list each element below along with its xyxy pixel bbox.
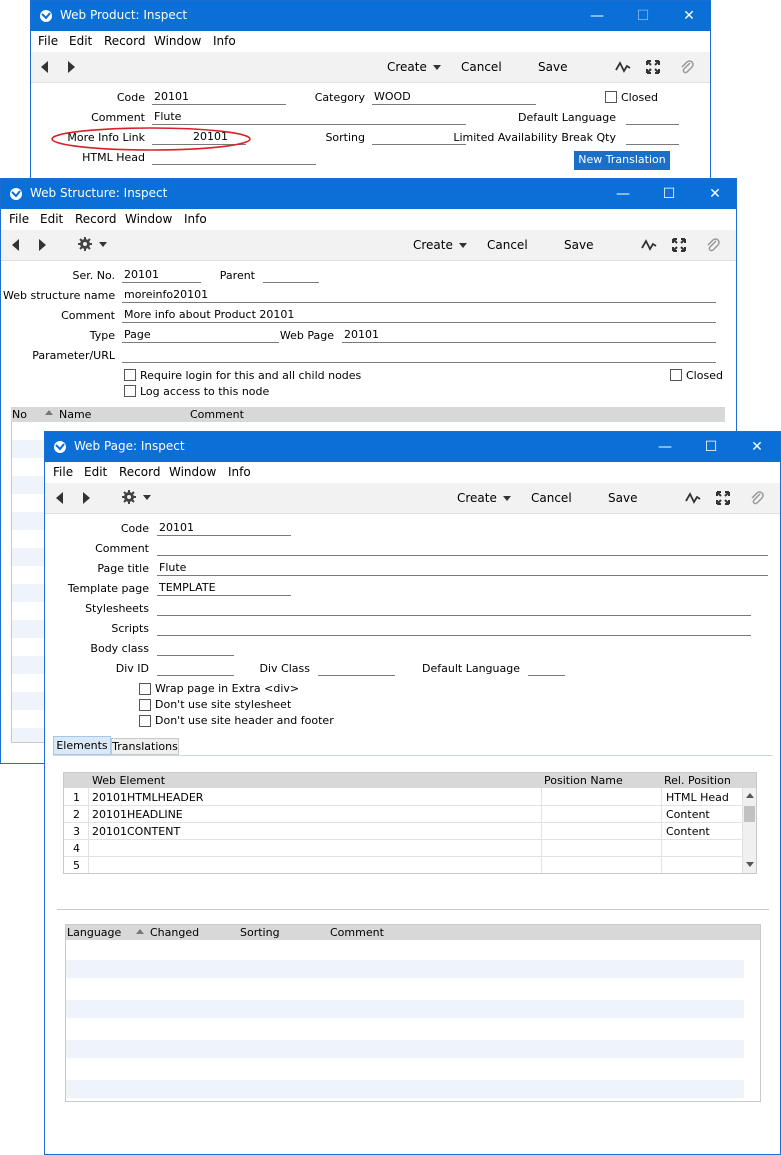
menu-window[interactable]: Window <box>169 465 217 479</box>
empty-row[interactable] <box>66 1000 744 1018</box>
category-label: Category <box>314 91 365 104</box>
menu-edit[interactable]: Edit <box>40 212 64 226</box>
language-grid <box>65 924 761 1102</box>
tab-elements[interactable]: Elements <box>53 736 111 755</box>
no-header-footer-label: Don't use site header and footer <box>155 714 334 727</box>
div-id-field[interactable] <box>157 661 234 676</box>
require-login-label: Require login for this and all child nodes <box>140 369 362 382</box>
chevron-down-icon <box>503 496 511 501</box>
attachment-icon[interactable] <box>749 490 765 506</box>
structure-grid-header <box>11 407 725 422</box>
default-language-field[interactable] <box>626 110 679 125</box>
tab-divider <box>53 755 773 756</box>
menubar <box>1 209 736 230</box>
previous-record-icon[interactable] <box>12 239 19 251</box>
create-button[interactable] <box>413 238 467 252</box>
body-class-field[interactable] <box>157 641 234 656</box>
col-rel-position[interactable]: Rel. Position <box>664 774 731 787</box>
web-page-field[interactable]: 20101 <box>342 328 716 343</box>
operations-menu-button[interactable] <box>77 236 107 252</box>
template-page-field[interactable]: TEMPLATE <box>157 581 291 596</box>
closed-label: Closed <box>686 369 723 382</box>
table-row[interactable] <box>64 806 742 823</box>
row-number: 4 <box>73 842 80 855</box>
menu-window[interactable]: Window <box>125 212 173 226</box>
parameter-url-label: Parameter/URL <box>32 349 115 362</box>
activity-icon[interactable] <box>641 237 657 253</box>
minimize-icon[interactable]: — <box>658 439 672 455</box>
div-class-field[interactable] <box>318 661 395 676</box>
create-label: Create <box>387 60 427 74</box>
comment-label: Comment <box>61 309 115 322</box>
maximize-icon[interactable]: ☐ <box>704 439 718 455</box>
operations-menu-button[interactable] <box>121 489 151 505</box>
comment-label: Comment <box>95 542 149 555</box>
web-element-cell[interactable]: 20101CONTENT <box>92 825 181 838</box>
create-button[interactable] <box>387 60 441 74</box>
elements-grid <box>63 772 757 874</box>
html-head-label: HTML Head <box>82 151 145 164</box>
body-class-label: Body class <box>90 642 149 655</box>
app-icon <box>53 440 67 454</box>
table-row[interactable] <box>64 840 742 857</box>
col-language[interactable]: Language <box>67 926 122 939</box>
default-language-field[interactable] <box>528 661 565 676</box>
wrap-div-checkbox[interactable] <box>139 683 151 695</box>
scroll-down-icon[interactable] <box>746 862 754 867</box>
closed-checkbox[interactable] <box>670 369 682 381</box>
highlight-ellipse <box>49 125 253 153</box>
type-label: Type <box>89 329 115 342</box>
window-title: Web Page: Inspect <box>74 439 185 453</box>
col-sorting[interactable]: Sorting <box>240 926 280 939</box>
elements-grid-header <box>64 773 756 788</box>
empty-row[interactable] <box>66 1080 744 1098</box>
section-divider <box>57 909 769 910</box>
save-button[interactable]: Save <box>564 238 594 252</box>
col-name[interactable]: Name <box>59 408 92 421</box>
limited-availability-label: Limited Availability Break Qty <box>453 131 616 144</box>
empty-row[interactable] <box>66 960 744 978</box>
scripts-label: Scripts <box>111 622 149 635</box>
close-icon[interactable]: ✕ <box>683 8 695 24</box>
comment-field[interactable]: More info about Product 20101 <box>122 308 716 323</box>
table-row[interactable] <box>64 789 742 806</box>
window-title: Web Product: Inspect <box>60 8 188 22</box>
cancel-button[interactable]: Cancel <box>487 238 528 252</box>
menu-record[interactable]: Record <box>104 34 146 48</box>
default-language-label: Default Language <box>422 662 520 675</box>
maximize-icon[interactable]: ☐ <box>636 8 650 24</box>
web-element-cell[interactable]: 20101HTMLHEADER <box>92 791 204 804</box>
chevron-down-icon <box>433 65 441 70</box>
col-comment[interactable]: Comment <box>330 926 384 939</box>
menu-edit[interactable]: Edit <box>69 34 93 48</box>
page-title-field[interactable]: Flute <box>157 561 768 576</box>
toolbar <box>45 483 780 514</box>
previous-record-icon[interactable] <box>56 492 63 504</box>
web-page-titlebar[interactable] <box>45 432 780 462</box>
menu-file[interactable]: File <box>38 34 59 48</box>
close-icon[interactable]: ✕ <box>751 439 763 455</box>
new-translation-button[interactable]: New Translation <box>574 151 670 170</box>
menu-file[interactable]: File <box>53 465 74 479</box>
closed-checkbox[interactable] <box>605 91 617 103</box>
code-label: Code <box>116 91 145 104</box>
menu-info[interactable]: Info <box>184 212 207 226</box>
rel-position-cell[interactable]: Content <box>666 808 710 821</box>
window-title: Web Structure: Inspect <box>30 186 168 200</box>
menubar <box>45 462 780 483</box>
menubar <box>31 31 710 52</box>
rel-position-cell[interactable]: HTML Head <box>666 791 729 804</box>
closed-label: Closed <box>621 91 658 104</box>
type-field[interactable]: Page <box>122 328 279 343</box>
next-record-icon[interactable] <box>39 239 46 251</box>
more-info-link-field[interactable]: 20101 <box>152 130 246 145</box>
menu-record[interactable]: Record <box>75 212 117 226</box>
no-header-footer-checkbox[interactable] <box>139 715 151 727</box>
sort-ascending-icon <box>136 929 144 934</box>
tab-translations[interactable]: Translations <box>112 740 178 753</box>
gear-icon <box>77 236 93 252</box>
row-number: 2 <box>73 808 80 821</box>
web-product-window <box>30 0 711 190</box>
table-row[interactable] <box>64 823 742 840</box>
activity-icon[interactable] <box>685 490 701 506</box>
log-access-checkbox[interactable] <box>124 385 136 397</box>
close-icon[interactable]: ✕ <box>709 186 721 202</box>
more-info-link-label: More Info Link <box>67 131 145 144</box>
rel-position-cell[interactable]: Content <box>666 825 710 838</box>
empty-row[interactable] <box>66 1040 744 1058</box>
wrap-div-label: Wrap page in Extra <div> <box>155 682 300 695</box>
grid-scrollbar[interactable] <box>742 788 756 873</box>
col-web-element[interactable]: Web Element <box>92 774 166 787</box>
scroll-up-icon[interactable] <box>746 793 754 798</box>
default-language-label: Default Language <box>518 111 616 124</box>
menu-info[interactable]: Info <box>228 465 251 479</box>
stylesheets-label: Stylesheets <box>85 602 149 615</box>
create-button[interactable] <box>457 491 511 505</box>
no-stylesheet-checkbox[interactable] <box>139 699 151 711</box>
serno-label: Ser. No. <box>72 269 115 282</box>
attachment-icon[interactable] <box>679 59 695 75</box>
html-head-field[interactable] <box>152 150 316 165</box>
create-label: Create <box>457 491 497 505</box>
comment-field[interactable]: Flute <box>152 110 466 125</box>
web-element-cell[interactable]: 20101HEADLINE <box>92 808 183 821</box>
minimize-icon[interactable]: — <box>590 8 604 24</box>
row-number: 5 <box>73 859 80 872</box>
expand-icon[interactable] <box>715 490 731 506</box>
col-position-name[interactable]: Position Name <box>544 774 623 787</box>
log-access-label: Log access to this node <box>140 385 270 398</box>
div-class-label: Div Class <box>259 662 310 675</box>
comment-field[interactable] <box>157 541 768 556</box>
cancel-button[interactable]: Cancel <box>531 491 572 505</box>
gear-icon <box>121 489 137 505</box>
row-number: 3 <box>73 825 80 838</box>
app-icon <box>9 187 23 201</box>
chevron-down-icon <box>459 243 467 248</box>
code-field[interactable]: 20101 <box>157 521 291 536</box>
web-structure-name-label: Web structure name <box>3 289 116 302</box>
save-button[interactable]: Save <box>608 491 638 505</box>
stylesheets-field[interactable] <box>157 601 751 616</box>
sorting-label: Sorting <box>325 131 365 144</box>
no-stylesheet-label: Don't use site stylesheet <box>155 698 292 711</box>
scroll-thumb[interactable] <box>744 806 755 822</box>
create-label: Create <box>413 238 453 252</box>
chevron-down-icon <box>143 495 151 500</box>
chevron-down-icon <box>99 242 107 247</box>
web-product-titlebar[interactable] <box>31 1 710 31</box>
cancel-button[interactable]: Cancel <box>461 60 502 74</box>
template-page-label: Template page <box>67 582 149 595</box>
minimize-icon[interactable]: — <box>616 186 630 202</box>
sort-ascending-icon <box>45 410 53 415</box>
parent-label: Parent <box>219 269 255 282</box>
expand-icon[interactable] <box>671 237 687 253</box>
web-structure-name-field[interactable]: moreinfo20101 <box>122 288 716 303</box>
table-row[interactable] <box>64 857 742 874</box>
div-id-label: Div ID <box>115 662 149 675</box>
category-field[interactable]: WOOD <box>372 90 536 105</box>
menu-window[interactable]: Window <box>154 34 202 48</box>
row-number: 1 <box>73 791 80 804</box>
code-field[interactable]: 20101 <box>152 90 286 105</box>
save-button[interactable]: Save <box>538 60 568 74</box>
menu-info[interactable]: Info <box>213 34 236 48</box>
parent-field[interactable] <box>263 268 319 283</box>
page-title-label: Page title <box>97 562 149 575</box>
col-comment[interactable]: Comment <box>190 408 244 421</box>
code-label: Code <box>120 522 149 535</box>
menu-record[interactable]: Record <box>119 465 161 479</box>
structure-grid-body[interactable] <box>11 422 45 743</box>
previous-record-icon[interactable] <box>41 61 48 73</box>
web-structure-titlebar[interactable] <box>1 179 736 209</box>
activity-icon[interactable] <box>615 59 631 75</box>
maximize-icon[interactable]: ☐ <box>662 186 676 202</box>
web-page-label: Web Page <box>279 329 334 342</box>
menu-file[interactable]: File <box>9 212 30 226</box>
col-changed[interactable]: Changed <box>150 926 200 939</box>
app-icon <box>39 9 53 23</box>
next-record-icon[interactable] <box>83 492 90 504</box>
next-record-icon[interactable] <box>68 61 75 73</box>
limited-availability-field[interactable] <box>626 130 679 145</box>
comment-label: Comment <box>91 111 145 124</box>
scripts-field[interactable] <box>157 621 751 636</box>
serno-field[interactable]: 20101 <box>122 268 201 283</box>
col-no[interactable]: No <box>12 408 27 421</box>
language-grid-header <box>66 925 760 940</box>
parameter-url-field[interactable] <box>122 348 716 363</box>
toolbar <box>31 52 710 83</box>
web-page-window <box>44 431 781 1155</box>
expand-icon[interactable] <box>645 59 661 75</box>
require-login-checkbox[interactable] <box>124 369 136 381</box>
toolbar <box>1 230 736 261</box>
attachment-icon[interactable] <box>705 237 721 253</box>
menu-edit[interactable]: Edit <box>84 465 108 479</box>
